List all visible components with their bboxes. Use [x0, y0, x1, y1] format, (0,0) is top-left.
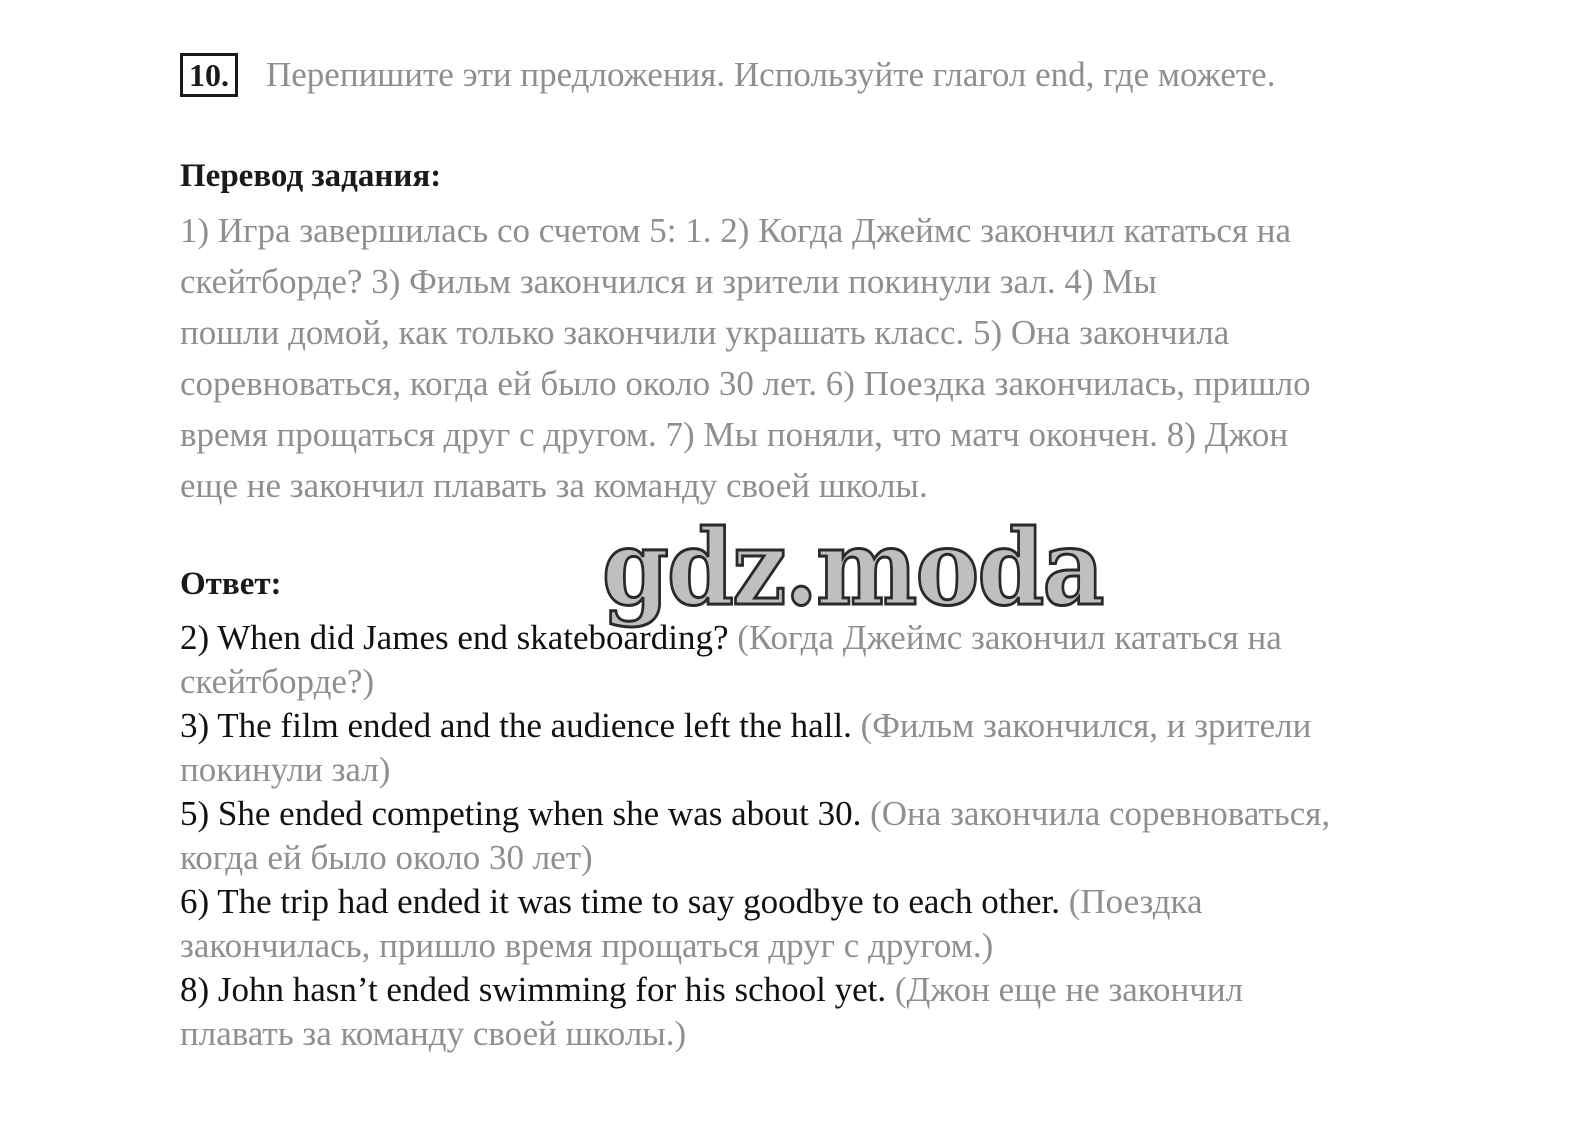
- translation-line: соревноваться, когда ей было около 30 лет. 6) Поездка закончилась, пришло: [180, 364, 1311, 403]
- answer-english: 5) She ended competing when she was about 30.: [180, 794, 871, 833]
- answer-line: [180, 880, 1480, 924]
- answer-russian: (Фильм закончился, и зрители: [860, 706, 1312, 745]
- answer-russian-continued: когда ей было около 30 лет): [180, 838, 593, 877]
- translation-line: 1) Игра завершилась со счетом 5: 1. 2) Когда Джеймс закончил кататься на: [180, 211, 1291, 250]
- answer-english: 8) John hasn’t ended swimming for his school yet.: [180, 970, 895, 1009]
- answer-russian: (Поездка: [1068, 882, 1203, 921]
- answer-item: [180, 704, 1480, 792]
- answer-item: [180, 616, 1480, 704]
- answer-english: 6) The trip had ended it was time to say goodbye to each other.: [180, 882, 1069, 921]
- translation-line: время прощаться друг с другом. 7) Мы поняли, что матч окончен. 8) Джон: [180, 415, 1289, 454]
- answer-item: [180, 880, 1480, 968]
- answer-english: 2) When did James end skateboarding?: [180, 618, 738, 657]
- answer-russian: (Джон еще не закончил: [894, 970, 1244, 1009]
- answer-russian-continued: покинули зал): [180, 750, 391, 789]
- answer-item: [180, 968, 1480, 1056]
- answer-russian-continued: плавать за команду своей школы.): [180, 1014, 687, 1053]
- answer-english: 3) The film ended and the audience left the hall.: [180, 706, 861, 745]
- task-header: [180, 52, 1275, 98]
- answer-russian-continued: скейтборде?): [180, 662, 375, 701]
- answer-list: [180, 616, 1480, 1056]
- answer-heading: Ответ:: [180, 566, 282, 602]
- answer-russian: (Когда Джеймс закончил кататься на: [737, 618, 1282, 657]
- answer-russian-continued: закончилась, пришло время прощаться друг с другом.): [180, 926, 994, 965]
- answer-line: [180, 704, 1480, 748]
- answer-line: [180, 792, 1480, 836]
- answer-line: [180, 968, 1480, 1012]
- task-number: 10.: [180, 53, 238, 97]
- translation-heading: Перевод задания:: [180, 158, 442, 194]
- answer-line: [180, 616, 1480, 660]
- answer-russian: (Она закончила соревноваться,: [870, 794, 1331, 833]
- translation-line: скейтборде? 3) Фильм закончился и зрители покинули зал. 4) Мы: [180, 262, 1157, 301]
- translation-line: пошли домой, как только закончили украшать класс. 5) Она закончила: [180, 313, 1230, 352]
- task-instruction: Перепишите эти предложения. Используйте глагол end, где можете.: [266, 55, 1276, 94]
- answer-item: [180, 792, 1480, 880]
- translation-line: еще не закончил плавать за команду своей школы.: [180, 466, 928, 505]
- watermark-logo: gdz.moda: [602, 506, 1103, 629]
- translation-text: [180, 205, 1440, 511]
